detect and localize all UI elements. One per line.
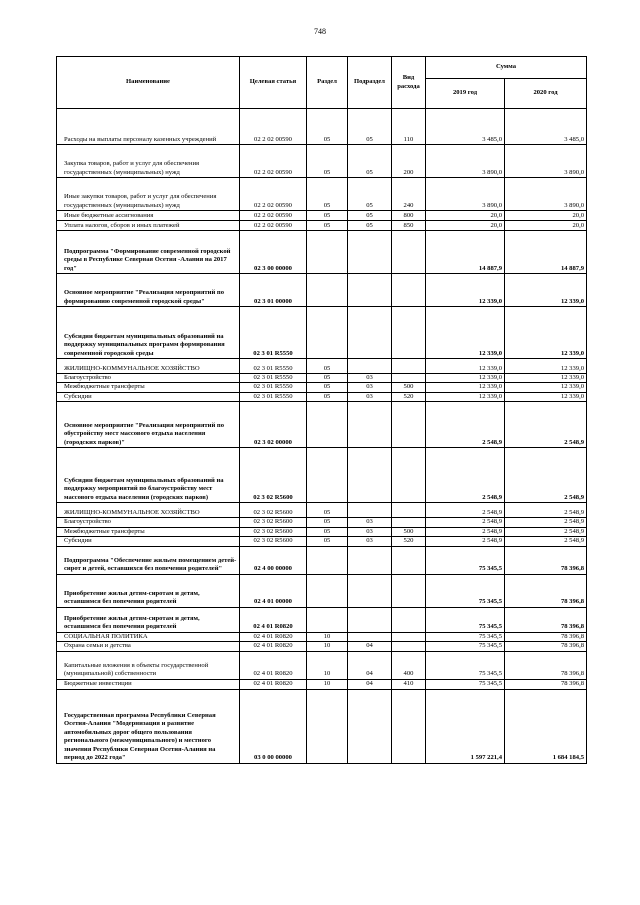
row-expense-type: 400 bbox=[392, 651, 426, 679]
row-name-text: Подпрограмма "Обеспечение жильем помещением детей-сирот и детей, оставшихся без попечения родителей" bbox=[64, 556, 237, 573]
row-expense-type: 800 bbox=[392, 211, 426, 221]
row-subsection bbox=[348, 231, 392, 274]
table-row bbox=[57, 651, 587, 679]
row-amount-2019: 20,0 bbox=[426, 221, 505, 231]
header-year-2020: 2020 год bbox=[505, 79, 587, 109]
row-section: 05 bbox=[307, 518, 348, 527]
row-amount-2020: 78 396,8 bbox=[505, 651, 587, 679]
row-amount-2020: 2 548,9 bbox=[505, 518, 587, 527]
row-target-code: 02 3 02 R5600 bbox=[240, 537, 307, 546]
row-amount-2019: 75 345,5 bbox=[426, 651, 505, 679]
row-amount-2020: 12 339,0 bbox=[505, 392, 587, 401]
row-name bbox=[57, 307, 240, 359]
row-subsection: 05 bbox=[348, 145, 392, 178]
row-name bbox=[57, 503, 240, 518]
row-subsection: 05 bbox=[348, 211, 392, 221]
row-section: 05 bbox=[307, 383, 348, 392]
table-row bbox=[57, 392, 587, 401]
row-subsection bbox=[348, 689, 392, 763]
row-amount-2019: 12 339,0 bbox=[426, 307, 505, 359]
row-subsection: 04 bbox=[348, 651, 392, 679]
row-amount-2020: 1 684 184,5 bbox=[505, 689, 587, 763]
table-row bbox=[57, 211, 587, 221]
row-name-text: ЖИЛИЩНО-КОММУНАЛЬНОЕ ХОЗЯЙСТВО bbox=[64, 508, 200, 516]
row-section: 10 bbox=[307, 642, 348, 651]
row-section bbox=[307, 574, 348, 607]
row-amount-2020: 20,0 bbox=[505, 221, 587, 231]
table-row bbox=[57, 632, 587, 641]
row-subsection: 05 bbox=[348, 178, 392, 211]
row-name-text: Субсидии bbox=[64, 537, 92, 545]
row-amount-2020: 78 396,8 bbox=[505, 642, 587, 651]
row-target-code: 02 3 02 R5600 bbox=[240, 518, 307, 527]
row-subsection bbox=[348, 632, 392, 641]
row-subsection bbox=[348, 574, 392, 607]
row-name bbox=[57, 274, 240, 307]
row-target-code: 02 4 01 R0820 bbox=[240, 632, 307, 641]
row-subsection: 03 bbox=[348, 527, 392, 536]
table-row bbox=[57, 527, 587, 536]
row-expense-type: 110 bbox=[392, 109, 426, 145]
row-target-code: 02 3 02 00000 bbox=[240, 402, 307, 448]
row-subsection: 03 bbox=[348, 374, 392, 383]
row-target-code: 02 2 02 00590 bbox=[240, 211, 307, 221]
row-name-text: Благоустройство bbox=[64, 374, 111, 381]
row-name-text: Субсидии бюджетам муниципальных образований на поддержку муниципальных программ формирования современной городской среды bbox=[64, 332, 225, 357]
row-target-code: 02 3 00 00000 bbox=[240, 231, 307, 274]
table-row bbox=[57, 607, 587, 632]
row-amount-2019: 2 548,9 bbox=[426, 518, 505, 527]
row-name bbox=[57, 211, 240, 221]
row-name bbox=[57, 359, 240, 374]
row-subsection bbox=[348, 503, 392, 518]
table-row bbox=[57, 537, 587, 546]
row-amount-2019: 2 548,9 bbox=[426, 503, 505, 518]
table-row bbox=[57, 448, 587, 503]
row-name bbox=[57, 109, 240, 145]
row-target-code: 02 3 01 R5550 bbox=[240, 307, 307, 359]
row-expense-type bbox=[392, 307, 426, 359]
row-amount-2019: 75 345,5 bbox=[426, 679, 505, 689]
row-name bbox=[57, 679, 240, 689]
row-subsection: 04 bbox=[348, 679, 392, 689]
row-section bbox=[307, 448, 348, 503]
row-target-code: 02 2 02 00590 bbox=[240, 109, 307, 145]
row-amount-2020: 78 396,8 bbox=[505, 679, 587, 689]
row-name-text: Субсидии bbox=[64, 392, 92, 400]
row-amount-2019: 14 887,9 bbox=[426, 231, 505, 274]
row-subsection: 03 bbox=[348, 392, 392, 401]
row-target-code: 02 3 02 R5600 bbox=[240, 527, 307, 536]
row-name bbox=[57, 607, 240, 632]
header-expense-type: Вид расхода bbox=[392, 57, 426, 109]
row-section: 05 bbox=[307, 392, 348, 401]
row-subsection bbox=[348, 448, 392, 503]
table-row bbox=[57, 231, 587, 274]
row-section bbox=[307, 231, 348, 274]
row-amount-2019: 12 339,0 bbox=[426, 374, 505, 383]
row-section: 05 bbox=[307, 527, 348, 536]
row-expense-type bbox=[392, 274, 426, 307]
row-amount-2020: 12 339,0 bbox=[505, 274, 587, 307]
row-subsection: 03 bbox=[348, 383, 392, 392]
row-name bbox=[57, 448, 240, 503]
page-number: 748 bbox=[314, 27, 326, 36]
row-expense-type: 410 bbox=[392, 679, 426, 689]
row-amount-2020: 3 485,0 bbox=[505, 109, 587, 145]
row-target-code: 02 2 02 00590 bbox=[240, 178, 307, 211]
row-amount-2020: 3 890,0 bbox=[505, 178, 587, 211]
row-target-code: 02 4 01 00000 bbox=[240, 574, 307, 607]
table-row bbox=[57, 109, 587, 145]
row-expense-type: 500 bbox=[392, 383, 426, 392]
table-row bbox=[57, 503, 587, 518]
row-subsection bbox=[348, 359, 392, 374]
row-expense-type: 850 bbox=[392, 221, 426, 231]
table-row bbox=[57, 402, 587, 448]
row-expense-type bbox=[392, 359, 426, 374]
budget-table bbox=[56, 56, 587, 764]
row-expense-type bbox=[392, 374, 426, 383]
row-name-text: Благоустройство bbox=[64, 518, 111, 526]
row-expense-type bbox=[392, 546, 426, 574]
row-amount-2019: 2 548,9 bbox=[426, 402, 505, 448]
row-target-code: 02 4 01 R0820 bbox=[240, 642, 307, 651]
header-section: Раздел bbox=[307, 57, 348, 109]
row-name-text: Подпрограмма "Формирование современной городской среды в Республике Северная Осетия -Алания на 2017 год" bbox=[64, 247, 231, 272]
row-target-code: 02 3 01 R5550 bbox=[240, 392, 307, 401]
row-name bbox=[57, 231, 240, 274]
row-amount-2020: 78 396,8 bbox=[505, 607, 587, 632]
row-name bbox=[57, 574, 240, 607]
row-name bbox=[57, 221, 240, 231]
row-amount-2020: 78 396,8 bbox=[505, 632, 587, 641]
row-amount-2020: 12 339,0 bbox=[505, 383, 587, 392]
row-amount-2019: 2 548,9 bbox=[426, 448, 505, 503]
row-name bbox=[57, 392, 240, 401]
row-subsection bbox=[348, 274, 392, 307]
row-subsection: 05 bbox=[348, 221, 392, 231]
table-body bbox=[57, 109, 587, 764]
row-target-code: 02 3 02 R5600 bbox=[240, 503, 307, 518]
row-target-code: 02 2 02 00590 bbox=[240, 145, 307, 178]
table-row bbox=[57, 374, 587, 383]
header-subsection: Подраздел bbox=[348, 57, 392, 109]
row-expense-type: 500 bbox=[392, 527, 426, 536]
row-amount-2020: 78 396,8 bbox=[505, 574, 587, 607]
row-section: 05 bbox=[307, 221, 348, 231]
header-year-2019: 2019 год bbox=[426, 79, 505, 109]
table-row bbox=[57, 574, 587, 607]
row-section: 10 bbox=[307, 651, 348, 679]
row-amount-2019: 2 548,9 bbox=[426, 537, 505, 546]
row-subsection: 05 bbox=[348, 109, 392, 145]
row-subsection bbox=[348, 402, 392, 448]
row-amount-2020: 3 890,0 bbox=[505, 145, 587, 178]
row-target-code: 02 4 01 R0820 bbox=[240, 651, 307, 679]
row-subsection bbox=[348, 546, 392, 574]
row-target-code: 02 3 01 R5550 bbox=[240, 359, 307, 374]
row-expense-type bbox=[392, 448, 426, 503]
row-amount-2019: 12 339,0 bbox=[426, 359, 505, 374]
row-name-text: Основное мероприятие "Реализация мероприятий по обустройству мест массового отдыха населения (городских парков)" bbox=[64, 422, 224, 446]
row-name-text: Основное мероприятие "Реализация мероприятий по формированию современной городской среды" bbox=[64, 289, 224, 305]
row-name-text: Приобретение жилья детям-сиротам и детям, оставшимся без попечения родителей bbox=[64, 614, 200, 631]
row-subsection: 04 bbox=[348, 642, 392, 651]
row-subsection bbox=[348, 307, 392, 359]
row-target-code: 02 3 01 R5550 bbox=[240, 374, 307, 383]
row-name bbox=[57, 632, 240, 641]
table-row bbox=[57, 642, 587, 651]
row-amount-2019: 3 890,0 bbox=[426, 145, 505, 178]
header-target: Целевая статья bbox=[240, 57, 307, 109]
row-name bbox=[57, 537, 240, 546]
row-expense-type: 520 bbox=[392, 392, 426, 401]
row-name-text: Уплата налогов, сборов и иных платежей bbox=[64, 221, 180, 229]
row-subsection: 03 bbox=[348, 537, 392, 546]
row-name-text: Межбюджетные трансферты bbox=[64, 383, 145, 391]
row-amount-2019: 3 485,0 bbox=[426, 109, 505, 145]
row-name-text: Приобретение жилья детям-сиротам и детям, оставшимся без попечения родителей bbox=[64, 589, 200, 606]
row-expense-type bbox=[392, 632, 426, 641]
row-amount-2019: 3 890,0 bbox=[426, 178, 505, 211]
row-target-code: 02 2 02 00590 bbox=[240, 221, 307, 231]
row-name-text: Субсидии бюджетам муниципальных образований на поддержку мероприятий по благоустройству мест массового отдыха населения (городских парков) bbox=[64, 477, 224, 501]
row-name bbox=[57, 374, 240, 383]
row-expense-type bbox=[392, 574, 426, 607]
row-amount-2020: 2 548,9 bbox=[505, 448, 587, 503]
row-name-text: Охрана семьи и детства bbox=[64, 642, 131, 650]
row-name-text: ЖИЛИЩНО-КОММУНАЛЬНОЕ ХОЗЯЙСТВО bbox=[64, 364, 200, 372]
row-amount-2019: 12 339,0 bbox=[426, 383, 505, 392]
table-row bbox=[57, 689, 587, 763]
row-section: 05 bbox=[307, 503, 348, 518]
row-expense-type bbox=[392, 518, 426, 527]
row-name-text: Бюджетные инвестиции bbox=[64, 680, 132, 688]
row-section bbox=[307, 689, 348, 763]
row-amount-2020: 12 339,0 bbox=[505, 307, 587, 359]
header-sum: Сумма bbox=[426, 57, 587, 79]
table-row bbox=[57, 546, 587, 574]
table-row bbox=[57, 359, 587, 374]
row-name bbox=[57, 651, 240, 679]
row-subsection bbox=[348, 607, 392, 632]
row-section bbox=[307, 307, 348, 359]
row-target-code: 02 3 01 00000 bbox=[240, 274, 307, 307]
row-name bbox=[57, 402, 240, 448]
row-amount-2020: 12 339,0 bbox=[505, 374, 587, 383]
row-section: 05 bbox=[307, 374, 348, 383]
row-target-code: 02 4 01 R0820 bbox=[240, 607, 307, 632]
row-section: 05 bbox=[307, 211, 348, 221]
row-amount-2019: 75 345,5 bbox=[426, 632, 505, 641]
row-expense-type: 240 bbox=[392, 178, 426, 211]
row-amount-2020: 2 548,9 bbox=[505, 527, 587, 536]
row-section bbox=[307, 274, 348, 307]
table-row bbox=[57, 679, 587, 689]
row-section: 10 bbox=[307, 632, 348, 641]
row-expense-type: 520 bbox=[392, 537, 426, 546]
table-row bbox=[57, 274, 587, 307]
row-name-text: Расходы на выплаты персоналу казенных учреждений bbox=[64, 135, 217, 143]
row-section: 05 bbox=[307, 537, 348, 546]
row-name-text: Межбюджетные трансферты bbox=[64, 527, 145, 535]
row-amount-2019: 75 345,5 bbox=[426, 642, 505, 651]
row-target-code: 02 3 01 R5550 bbox=[240, 383, 307, 392]
row-amount-2020: 2 548,9 bbox=[505, 537, 587, 546]
row-target-code: 02 3 02 R5600 bbox=[240, 448, 307, 503]
row-name bbox=[57, 546, 240, 574]
row-name-text: СОЦИАЛЬНАЯ ПОЛИТИКА bbox=[64, 632, 148, 640]
row-expense-type bbox=[392, 231, 426, 274]
row-amount-2019: 75 345,5 bbox=[426, 574, 505, 607]
row-name bbox=[57, 518, 240, 527]
row-name bbox=[57, 145, 240, 178]
row-subsection: 03 bbox=[348, 518, 392, 527]
row-section bbox=[307, 402, 348, 448]
row-name-text: Государственная программа Республики Северная Осетия-Алания "Модернизация и развитие автомобильных дорог общего пользования регионального (межмуниципального) и местного значения Республики Северная Осетия-Алания на период до 2022 года" bbox=[64, 711, 216, 762]
row-amount-2020: 12 339,0 bbox=[505, 359, 587, 374]
row-name bbox=[57, 689, 240, 763]
row-amount-2019: 75 345,5 bbox=[426, 607, 505, 632]
header-name: Наименование bbox=[57, 57, 240, 109]
row-expense-type bbox=[392, 402, 426, 448]
row-name-text: Закупка товаров, работ и услуг для обеспечения государственных (муниципальных) нужд bbox=[64, 160, 200, 176]
row-name-text: Иные закупки товаров, работ и услуг для обеспечения государственных (муниципальных) нужд bbox=[64, 193, 217, 209]
row-section: 05 bbox=[307, 145, 348, 178]
row-target-code: 02 4 01 R0820 bbox=[240, 679, 307, 689]
row-section: 05 bbox=[307, 109, 348, 145]
row-amount-2019: 1 597 221,4 bbox=[426, 689, 505, 763]
row-expense-type bbox=[392, 689, 426, 763]
row-amount-2019: 12 339,0 bbox=[426, 274, 505, 307]
row-expense-type bbox=[392, 607, 426, 632]
row-amount-2020: 2 548,9 bbox=[505, 402, 587, 448]
row-amount-2019: 75 345,5 bbox=[426, 546, 505, 574]
row-amount-2020: 2 548,9 bbox=[505, 503, 587, 518]
row-amount-2019: 12 339,0 bbox=[426, 392, 505, 401]
table-row bbox=[57, 307, 587, 359]
row-name bbox=[57, 383, 240, 392]
row-target-code: 02 4 00 00000 bbox=[240, 546, 307, 574]
row-amount-2020: 14 887,9 bbox=[505, 231, 587, 274]
row-name-text: Капитальные вложения в объекты государственной (муниципальной) собственности bbox=[64, 661, 209, 678]
table-row bbox=[57, 383, 587, 392]
row-amount-2019: 2 548,9 bbox=[426, 527, 505, 536]
row-amount-2020: 78 396,8 bbox=[505, 546, 587, 574]
table-row bbox=[57, 221, 587, 231]
row-amount-2019: 20,0 bbox=[426, 211, 505, 221]
row-name-text: Иные бюджетные ассигнования bbox=[64, 211, 154, 219]
row-section: 10 bbox=[307, 679, 348, 689]
row-target-code: 03 0 00 00000 bbox=[240, 689, 307, 763]
row-section: 05 bbox=[307, 178, 348, 211]
row-amount-2020: 20,0 bbox=[505, 211, 587, 221]
row-name bbox=[57, 642, 240, 651]
table-row bbox=[57, 518, 587, 527]
row-section bbox=[307, 546, 348, 574]
row-section bbox=[307, 607, 348, 632]
row-name bbox=[57, 178, 240, 211]
table-row bbox=[57, 145, 587, 178]
row-name bbox=[57, 527, 240, 536]
table-row bbox=[57, 178, 587, 211]
row-expense-type bbox=[392, 642, 426, 651]
row-expense-type: 200 bbox=[392, 145, 426, 178]
row-section: 05 bbox=[307, 359, 348, 374]
row-expense-type bbox=[392, 503, 426, 518]
